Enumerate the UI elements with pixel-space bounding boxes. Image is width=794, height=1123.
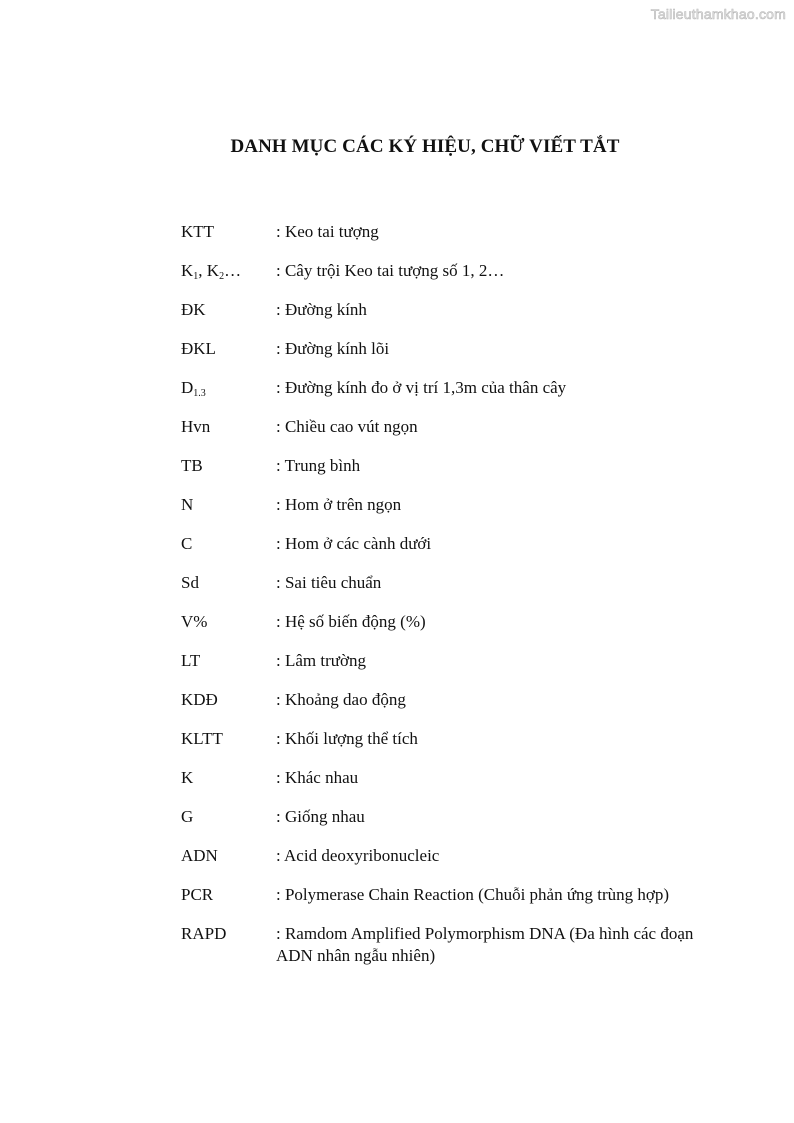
abbr-separator: , K	[198, 261, 220, 280]
abbr-letter: K	[181, 261, 194, 280]
abbr-ellipsis: …	[224, 261, 242, 280]
abbreviation: C	[181, 534, 193, 553]
page-title: DANH MỤC CÁC KÝ HIỆU, CHỮ VIẾT TẮT	[230, 136, 620, 157]
abbreviation-description: : Chiều cao vút ngọn	[276, 417, 418, 436]
list-item	[181, 923, 721, 983]
abbr-subscript: 1.3	[193, 388, 206, 399]
abbreviation-description: : Khoảng dao động	[276, 690, 406, 709]
list-item	[181, 416, 721, 455]
list-item	[181, 260, 721, 299]
list-item	[181, 572, 721, 611]
abbreviation-description: : Đường kính lõi	[276, 339, 390, 358]
abbreviation-list	[181, 221, 721, 983]
abbreviation: ĐK	[181, 300, 206, 319]
abbreviation-description: : Hệ số biến động (%)	[276, 612, 426, 631]
list-item	[181, 299, 721, 338]
abbreviation: RAPD	[181, 924, 227, 943]
abbreviation-description: : Lâm trường	[276, 651, 366, 670]
abbreviation: KTT	[181, 222, 215, 241]
list-item	[181, 845, 721, 884]
abbreviation: K	[181, 768, 194, 787]
list-item	[181, 689, 721, 728]
abbreviation-description: : Keo tai tượng	[276, 222, 379, 241]
abbreviation-description: : Giống nhau	[276, 807, 365, 826]
abbreviation: KLTT	[181, 729, 223, 748]
abbreviation: LT	[181, 651, 201, 670]
abbreviation-description: : Đường kính	[276, 300, 367, 319]
list-item	[181, 650, 721, 689]
list-item	[181, 455, 721, 494]
list-item	[181, 338, 721, 377]
list-item	[181, 884, 721, 923]
abbreviation-description: : Khối lượng thể tích	[276, 729, 418, 748]
abbreviation	[181, 260, 276, 299]
abbreviation: Sd	[181, 573, 199, 592]
abbreviation	[181, 377, 276, 416]
abbreviation-description: : Sai tiêu chuẩn	[276, 573, 382, 592]
abbreviation: N	[181, 495, 194, 514]
list-item	[181, 533, 721, 572]
abbreviation-description: : Acid deoxyribonucleic	[276, 846, 440, 865]
abbreviation-description: : Trung bình	[276, 456, 361, 475]
list-item	[181, 377, 721, 416]
abbr-subscript: 1	[193, 271, 199, 282]
abbreviation: V%	[181, 612, 208, 631]
list-item	[181, 728, 721, 767]
abbreviation-description: : Ramdom Amplified Polymorphism DNA (Đa hình các đoạn ADN nhân ngẫu nhiên)	[276, 924, 694, 965]
abbreviation-description: : Hom ở trên ngọn	[276, 495, 402, 514]
abbreviation: KDĐ	[181, 690, 218, 709]
abbreviation-description: : Polymerase Chain Reaction (Chuỗi phản ứng trùng hợp)	[276, 885, 670, 904]
abbreviation-description: : Khác nhau	[276, 768, 359, 787]
watermark-text: Tailieuthamkhao.com	[650, 6, 786, 22]
abbr-subscript: 2	[219, 271, 225, 282]
abbreviation-description: : Cây trội Keo tai tượng số 1, 2…	[276, 261, 505, 280]
abbreviation: ĐKL	[181, 339, 216, 358]
list-item	[181, 611, 721, 650]
abbreviation: G	[181, 807, 194, 826]
list-item	[181, 494, 721, 533]
abbr-letter: D	[181, 378, 194, 397]
list-item	[181, 806, 721, 845]
abbreviation-description: : Đường kính đo ở vị trí 1,3m của thân cây	[276, 378, 567, 397]
abbreviation: TB	[181, 456, 203, 475]
abbreviation: PCR	[181, 885, 214, 904]
list-item	[181, 221, 721, 260]
abbreviation: Hvn	[181, 417, 211, 436]
list-item	[181, 767, 721, 806]
abbreviation-description: : Hom ở các cành dưới	[276, 534, 432, 553]
abbreviation: ADN	[181, 846, 218, 865]
